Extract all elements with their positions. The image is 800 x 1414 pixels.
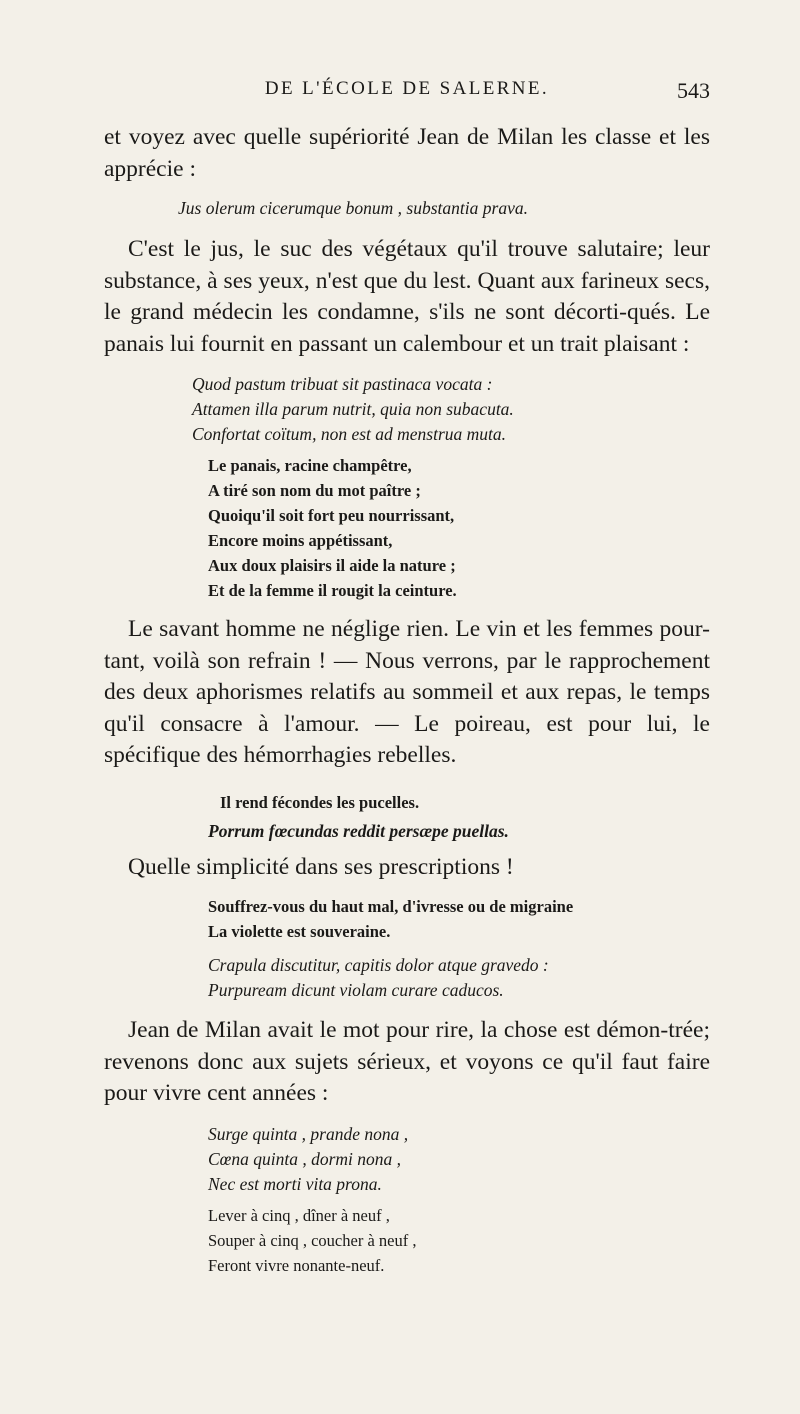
verse-line: Lever à cinq , dîner à neuf , <box>208 1205 390 1225</box>
page-header <box>104 78 710 118</box>
verse-line: Purpuream dicunt violam curare caducos. <box>208 980 504 1000</box>
paragraph-5: Jean de Milan avait le mot pour rire, la chose est démon-trée; revenons donc aux sujets sérieux, et voyons ce qu'il faut faire pour vivre cent années : <box>104 1017 710 1106</box>
paragraph-2: C'est le jus, le suc des végétaux qu'il trouve salutaire; leur substance, à ses yeux, n'est que du lest. Quant aux farineux secs, le grand médecin les condamne, s'ils ne sont décorti-qués. Le panais lui fournit en passant un calembour et un trait plaisant : <box>104 236 710 357</box>
verse-line: La violette est souveraine. <box>208 922 391 941</box>
verse-line: Cœna quinta , dormi nona , <box>208 1148 402 1169</box>
verse-4-latin <box>208 953 710 1003</box>
verse-line: Encore moins appétissant, <box>208 531 393 550</box>
verse-line: Surge quinta , prande nona , <box>208 1123 409 1144</box>
verse-4-french <box>208 894 710 944</box>
verse-line: Feront vivre nonante-neuf. <box>208 1255 385 1275</box>
verse-3-french <box>220 790 710 815</box>
page-number: 543 <box>677 78 710 103</box>
verse-5-latin <box>208 1122 710 1197</box>
running-head: DE L'ÉCOLE DE SALERNE. <box>264 78 550 99</box>
verse-line: Souper à cinq , coucher à neuf , <box>208 1230 417 1250</box>
verse-1 <box>178 196 710 221</box>
verse-line: Souffrez-vous du haut mal, d'ivresse ou de migraine <box>208 897 574 916</box>
verse-line: Attamen illa parum nutrit, quia non subacuta. <box>192 399 514 419</box>
verse-2-french <box>208 453 710 603</box>
verse-line: Le panais, racine champêtre, <box>208 456 412 475</box>
verse-5-french <box>208 1203 710 1278</box>
verse-3-latin <box>208 819 710 844</box>
verse-line: Aux doux plaisirs il aide la nature ; <box>208 556 456 575</box>
verse-line: Jus olerum cicerumque bonum , substantia prava. <box>178 198 528 218</box>
verse-line: Nec est morti vita prona. <box>208 1173 382 1194</box>
verse-line: Et de la femme il rougit la ceinture. <box>208 581 457 600</box>
paragraph-1: et voyez avec quelle supériorité Jean de Milan les classe et les apprécie : <box>104 124 710 182</box>
verse-line: Il rend fécondes les pucelles. <box>220 792 420 812</box>
paragraph-4: Quelle simplicité dans ses prescriptions ! <box>128 853 514 880</box>
verse-line: Crapula discutitur, capitis dolor atque gravedo : <box>208 955 549 975</box>
verse-line: Porrum fœcundas reddit persæpe puellas. <box>208 820 509 841</box>
verse-line: Quod pastum tribuat sit pastinaca vocata : <box>192 374 493 394</box>
verse-2-latin <box>192 372 710 447</box>
verse-line: Confortat coïtum, non est ad menstrua muta. <box>192 424 507 444</box>
verse-line: A tiré son nom du mot paître ; <box>208 481 421 500</box>
paragraph-3: Le savant homme ne néglige rien. Le vin et les femmes pour-tant, voilà son refrain ! — Nous verrons, par le rapprochement des deux aphorismes relatifs au sommeil et aux repas, le temps qu'il consacre à l'amour. — Le poireau, est pour lui, le spécifique des hémorrhagies rebelles. <box>104 616 710 768</box>
verse-line: Quoiqu'il soit fort peu nourrissant, <box>208 506 455 525</box>
